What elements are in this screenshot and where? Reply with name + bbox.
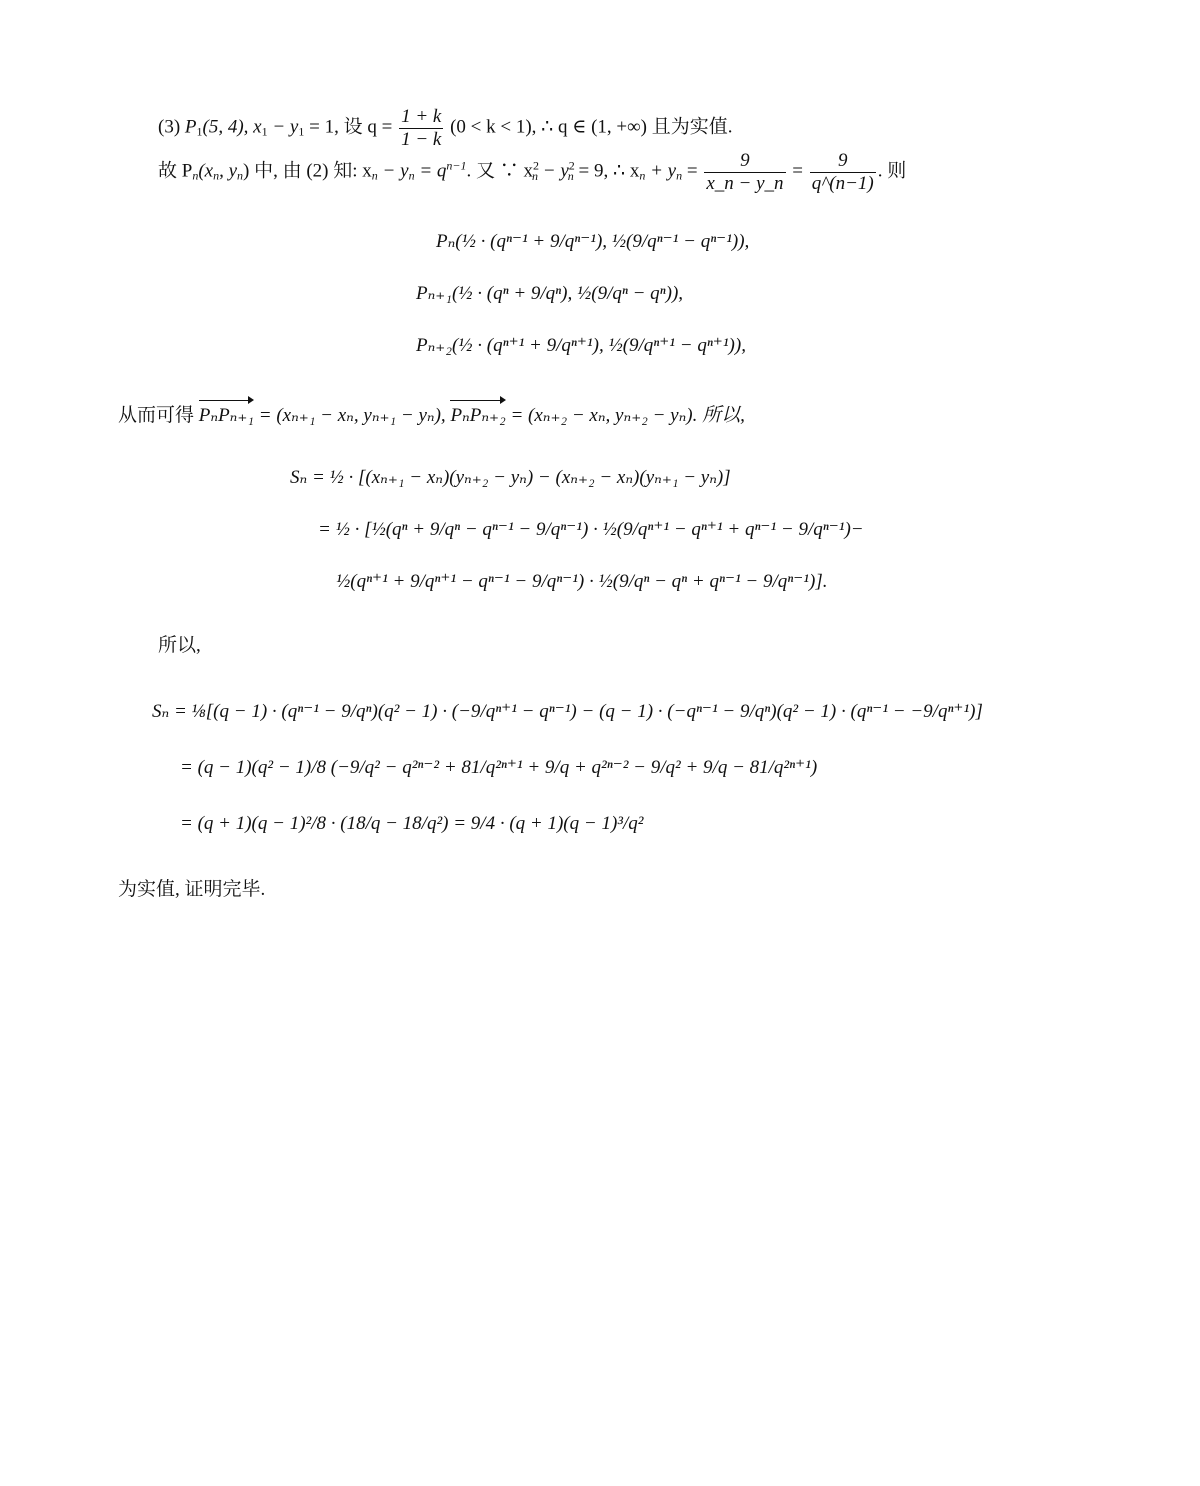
text-suoyi: 所以,: [158, 635, 201, 656]
text: 从而可得: [118, 405, 199, 426]
denominator: q^(n−1): [811, 172, 874, 194]
text: ) 中, 由 (2) 知: x: [243, 160, 372, 182]
text: . 又 ∵ x: [466, 160, 534, 182]
text: = q: [414, 160, 447, 182]
fraction: [399, 106, 443, 151]
denominator: 1 − k: [401, 128, 442, 150]
text: (3): [158, 116, 185, 138]
text: 故 P: [158, 160, 193, 182]
text: = (xₙ₊₁ − xₙ, yₙ₊₁ − yₙ),: [254, 405, 451, 426]
equation-s3: ½(qⁿ⁺¹ + 9/qⁿ⁺¹ − qⁿ⁻¹ − 9/qⁿ⁻¹) · ½(9/qⁿ − qⁿ + qⁿ⁻¹ − 9/qⁿ⁻¹)].: [336, 571, 828, 592]
text: , y: [219, 160, 238, 182]
text: P: [184, 116, 197, 138]
text: (x: [198, 160, 214, 182]
equation-p-n: Pₙ(½ · (qⁿ⁻¹ + 9/qⁿ⁻¹), ½(9/qⁿ⁻¹ − qⁿ⁻¹)),: [436, 231, 750, 252]
numerator: 1 + k: [401, 106, 442, 127]
text: = 9, ∴ x: [573, 160, 640, 182]
denominator: x_n − y_n: [706, 172, 784, 194]
line-2: 故 $P_n(x_n$, $y_n$) 中, 由 (2) 知: $x_n - y_n = q^{n-1}$. 又 ∵ $x^2_n - y^2_n = 9$, ∴ $x_n + y_n$ = $\frac{9}{x\_n - y\_n}$ = $\frac{9}{q\^{}(n-1)}$ . 则: [158, 150, 907, 194]
fraction: [704, 150, 785, 195]
conclusion: 为实值, 证明完毕.: [118, 879, 266, 900]
equation-p-n1: Pₙ₊₁(½ · (qⁿ + 9/qⁿ), ½(9/qⁿ − qⁿ)),: [416, 283, 684, 304]
text: =: [787, 160, 808, 182]
text: (5, 4), x: [202, 116, 262, 138]
equation-t2: = (q − 1)(q² − 1)/8 (−9/q² − q²ⁿ⁻² + 81/q²ⁿ⁺¹ + 9/q + q²ⁿ⁻² − 9/q² + 9/q − 81/q²ⁿ⁺¹): [180, 757, 818, 778]
equation-s2: = ½ · [½(qⁿ + 9/qⁿ − qⁿ⁻¹ − 9/qⁿ⁻¹) · ½(9/qⁿ⁺¹ − qⁿ⁺¹ + qⁿ⁻¹ − 9/qⁿ⁻¹)−: [318, 519, 864, 540]
vector-2: PₙPₙ₊₂: [450, 400, 505, 425]
text: − y: [267, 116, 299, 138]
text: = 1, 设 q =: [304, 116, 398, 138]
numerator: 9: [704, 150, 785, 173]
text: . 则: [877, 160, 907, 182]
equation-t3: = (q + 1)(q − 1)²/8 · (18/q − 18/q²) = 9/4 · (q + 1)(q − 1)³/q²: [180, 813, 644, 834]
text: − y: [538, 160, 569, 182]
text: (0 < k < 1), ∴ q ∈ (1, +∞) 且为实值.: [445, 116, 733, 138]
text: =: [682, 160, 703, 182]
vector-line: [118, 400, 745, 425]
vector-1: PₙPₙ₊₁: [199, 400, 254, 425]
equation-s1: Sₙ = ½ · [(xₙ₊₁ − xₙ)(yₙ₊₂ − yₙ) − (xₙ₊₂ − xₙ)(yₙ₊₁ − yₙ)]: [290, 467, 731, 488]
text: − y: [377, 160, 409, 182]
text: = (xₙ₊₂ − xₙ, yₙ₊₂ − yₙ). 所以,: [505, 405, 745, 426]
equation-p-n2: Pₙ₊₂(½ · (qⁿ⁺¹ + 9/qⁿ⁺¹), ½(9/qⁿ⁺¹ − qⁿ⁺¹)),: [416, 335, 746, 356]
text: + y: [645, 160, 677, 182]
equation-t1: Sₙ = ⅛[(q − 1) · (qⁿ⁻¹ − 9/qⁿ)(q² − 1) · (−9/qⁿ⁺¹ − qⁿ⁻¹) − (q − 1) · (−qⁿ⁻¹ − 9/qⁿ)(q² − 1) · (qⁿ⁻¹ − −9/qⁿ⁺¹)]: [152, 701, 983, 722]
line-1: (3) $P_1(5$, 4), $x_1 - y_1 = 1$, 设 q = $\frac{1 + k}{1 - k}$ (0 < k < 1), ∴ q ∈ (1, +∞) 且为实值.: [158, 106, 733, 150]
numerator: 9: [810, 150, 876, 173]
fraction: [810, 150, 876, 195]
